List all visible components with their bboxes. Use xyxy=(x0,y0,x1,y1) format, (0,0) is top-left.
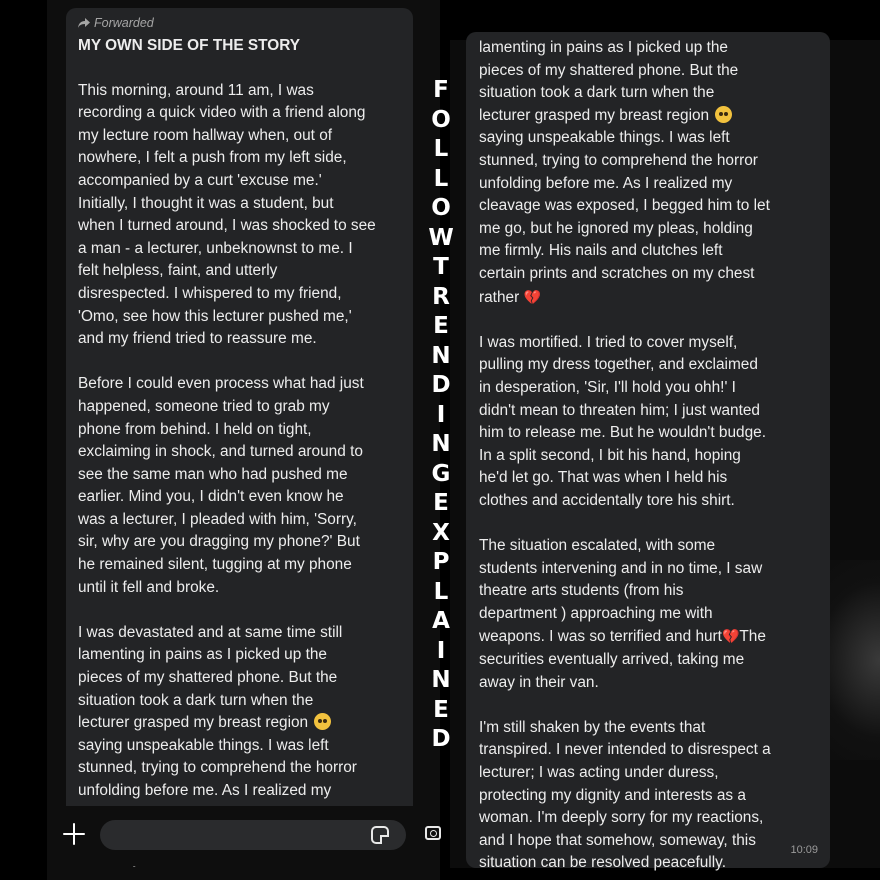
watermark-letter: O xyxy=(431,195,451,221)
watermark-letter: E xyxy=(433,490,449,516)
message-paragraph: Before I could even process what had just happened, someone tried to grab my phone from behind. I held on tight, exclaiming in shock, and turned around to see the same man who had pushed me earlier. Mind you, I didn't even know he was a lecturer, I pleaded with him, 'Sorry, sir, why are you dragging my phone?' But he remained silent, tugging at my phone until it fell and broke. xyxy=(78,375,364,596)
message-text: The securities eventually arrived, taking me away in their van. xyxy=(479,628,766,691)
watermark-letter: E xyxy=(433,313,449,339)
message-paragraph xyxy=(479,37,818,127)
message-timestamp: 10:09 xyxy=(790,844,818,857)
watermark-letter: G xyxy=(431,460,451,487)
watermark-letter: I xyxy=(436,637,446,664)
camera-icon[interactable] xyxy=(425,826,441,840)
forwarded-label: Forwarded xyxy=(94,16,154,30)
message-headline: MY OWN SIDE OF THE STORY xyxy=(78,37,301,54)
message-paragraph: I was mortified. I tried to cover myself, pulling my dress together, and exclaimed in desperation, 'Sir, I'll hold you ohh!' I didn't mean to threaten him; I just wanted him to release me. But he wouldn't budge. In a split second, I bit his hand, hoping he'd let go. That was when I held his clothes and accidentally tore his shirt. xyxy=(479,333,766,509)
watermark-letter: L xyxy=(433,136,449,162)
watermark-letter: I xyxy=(436,401,446,428)
watermark-letter: L xyxy=(433,165,449,192)
broken-heart-icon: 💔 xyxy=(523,288,541,305)
watermark-letter: P xyxy=(432,549,450,575)
watermark-letter: F xyxy=(433,77,449,103)
forwarded-indicator xyxy=(78,16,403,30)
message-bubble-continued[interactable] xyxy=(466,32,830,872)
watermark-letter: X xyxy=(432,519,450,546)
watermark-letter: N xyxy=(431,667,451,693)
watermark-letter: A xyxy=(432,608,450,634)
forwarded-message-bubble[interactable] xyxy=(66,8,413,818)
message-text: lamenting in pains as I picked up the pieces of my shattered phone. But the situation took a dark turn when the lecturer grasped my breast region xyxy=(479,39,739,124)
message-paragraph: saying unspeakable things. I was left stunned, trying to comprehend the horror unfolding before me. As I realized my xyxy=(78,736,357,799)
watermark-letter: N xyxy=(431,431,451,457)
message-input-field[interactable] xyxy=(100,820,406,850)
watermark-letter: W xyxy=(428,224,454,251)
message-paragraph: This morning, around 11 am, I was recording a quick video with a friend along my lecture room hallway when, out of nowhere, I felt a push from my left side, accompanied by a curt 'excuse me.' Initially, I thought it was a student, but when I turned around, I was shocked to see a man - a lecturer, unbeknownst to me. I felt helpless, faint, and utterly disrespected. I whispered to my friend, 'Omo, see how this lecturer pushed me,' and my friend tried to reassure me. xyxy=(78,81,376,348)
forward-arrow-icon xyxy=(78,18,90,28)
message-paragraph xyxy=(479,127,818,309)
message-text: saying unspeakable things. I was left stunned, trying to comprehend the horror unfolding before me. As I realized my cleavage was exposed, I begged him to let me go, but he ignored my pleas, holding me firmly. His nails and clutches left certain prints and scratches on my chest rather xyxy=(479,129,770,306)
watermark-letter: D xyxy=(431,372,451,398)
message-text: The situation escalated, with some students intervening and in no time, I saw theatre arts students (from his department ) approaching me with weapons. I was so terrified and hurt xyxy=(479,537,763,646)
watermark-letter: D xyxy=(431,726,451,752)
watermark-letter: L xyxy=(433,578,449,605)
watermark-letter: T xyxy=(433,254,449,280)
vertical-watermark xyxy=(428,76,454,755)
sticker-icon[interactable] xyxy=(371,826,389,844)
watermark-letter: E xyxy=(433,696,449,723)
watermark-letter: N xyxy=(431,342,451,369)
message-text: I was devastated and at same time still lamenting in pains as I picked up the pieces of my shattered phone. But the situation took a dark turn when the lecturer grasped my breast region xyxy=(78,623,343,732)
broken-heart-icon: 💔 xyxy=(721,628,740,645)
watermark-letter: O xyxy=(431,106,451,133)
message-paragraph: I'm still shaken by the events that transpired. I never intended to disrespect a lecturer; I was acting under duress, protecting my dignity and interests as a woman. I'm deeply sorry for my reactions, and I hope that somehow, someway, this situation can be resolved peacefully. xyxy=(479,718,771,872)
plus-icon[interactable] xyxy=(62,822,86,846)
pleading-face-icon xyxy=(314,713,331,730)
message-paragraph xyxy=(78,622,403,735)
pleading-face-icon xyxy=(715,106,732,123)
message-paragraph xyxy=(479,535,818,694)
watermark-letter: R xyxy=(432,283,450,310)
